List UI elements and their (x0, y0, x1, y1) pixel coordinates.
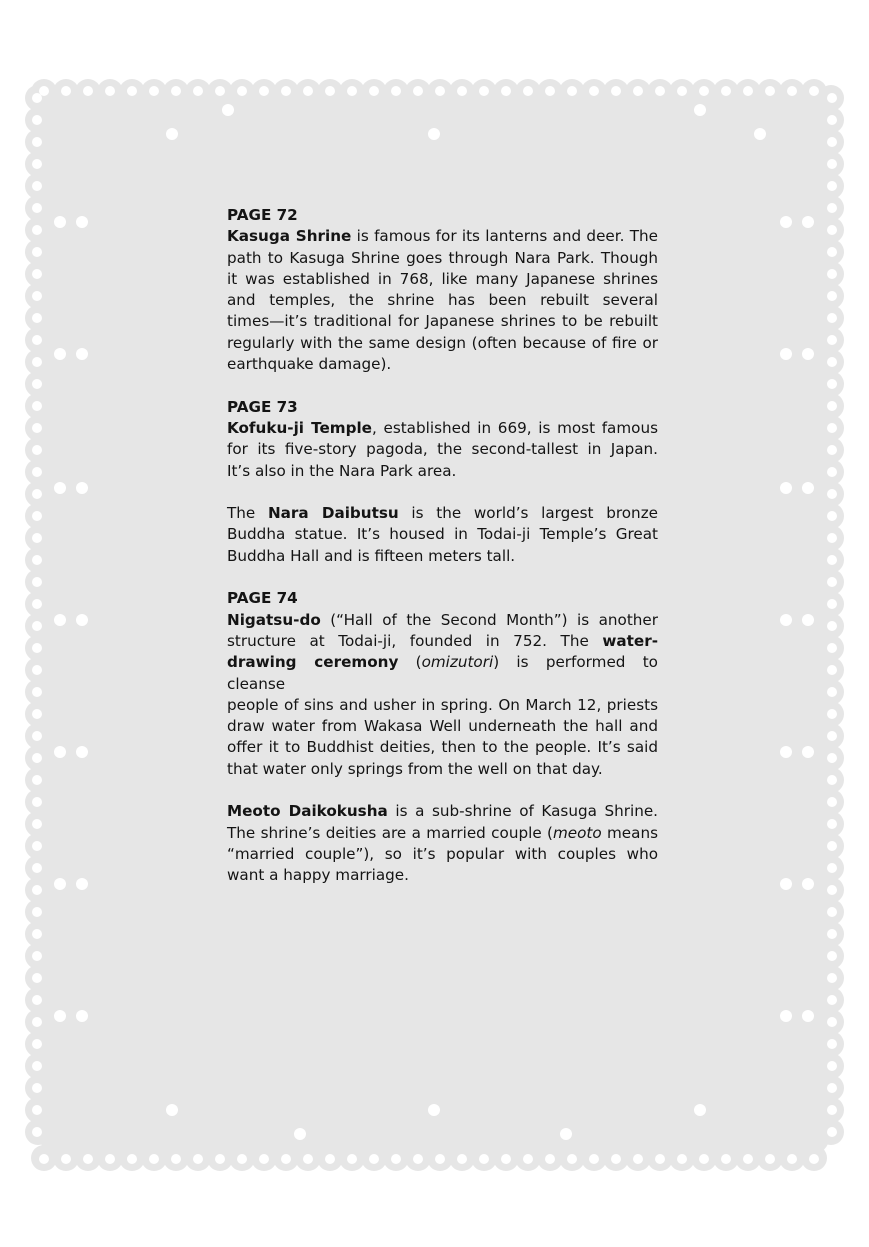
frame-dot (827, 1083, 837, 1093)
frame-dot (32, 863, 42, 873)
frame-dot (435, 86, 445, 96)
frame-dot (32, 269, 42, 279)
frame-dot (32, 1127, 42, 1137)
frame-dot (545, 86, 555, 96)
frame-dot (827, 599, 837, 609)
frame-dot (567, 1154, 577, 1164)
frame-dot (54, 746, 66, 758)
frame-dot (677, 86, 687, 96)
frame-dot (694, 104, 706, 116)
frame-dot (827, 885, 837, 895)
frame-dot (32, 159, 42, 169)
frame-dot (787, 86, 797, 96)
frame-dot (32, 1083, 42, 1093)
text-line (227, 269, 658, 290)
text-line (227, 418, 658, 439)
frame-dot (802, 1010, 814, 1022)
frame-dot (32, 115, 42, 125)
frame-dot (32, 511, 42, 521)
frame-dot (171, 1154, 181, 1164)
frame-dot (32, 181, 42, 191)
frame-dot (32, 819, 42, 829)
frame-dot (32, 1105, 42, 1115)
text-run: regularly with the same design (often because of fire or (227, 333, 658, 352)
frame-dot (32, 665, 42, 675)
paragraph (227, 801, 658, 886)
frame-dot (32, 775, 42, 785)
text-run: for its five-story pagoda, the second-tallest in Japan. (227, 440, 658, 459)
frame-dot (391, 1154, 401, 1164)
frame-dot (149, 1154, 159, 1164)
frame-dot (32, 467, 42, 477)
frame-dot (32, 291, 42, 301)
frame-dot (171, 86, 181, 96)
section-page-72 (227, 205, 658, 375)
frame-dot (677, 1154, 687, 1164)
frame-dot (303, 86, 313, 96)
frame-dot (721, 1154, 731, 1164)
text-run: that water only springs from the well on that day. (227, 759, 603, 778)
frame-dot (32, 643, 42, 653)
frame-dot (215, 86, 225, 96)
frame-dot (325, 86, 335, 96)
text-run: people of sins and usher in spring. On March 12, priests (227, 695, 658, 714)
frame-dot (76, 1010, 88, 1022)
text-run: Buddha Hall and is fifteen meters tall. (227, 546, 516, 565)
frame-dot (428, 1104, 440, 1116)
frame-dot (827, 181, 837, 191)
text-run: offer it to Buddhist deities, then to the people. It’s said (227, 738, 658, 757)
text-run: is the world’s largest bronze (398, 504, 659, 523)
frame-dot (32, 445, 42, 455)
frame-dot (32, 1039, 42, 1049)
frame-dot (32, 401, 42, 411)
frame-dot (105, 1154, 115, 1164)
bold-term: Nara Daibutsu (267, 504, 399, 523)
frame-dot (32, 357, 42, 367)
frame-dot (827, 159, 837, 169)
frame-dot (259, 86, 269, 96)
text-line (227, 503, 658, 524)
frame-dot (780, 348, 792, 360)
frame-dot (780, 482, 792, 494)
section-page-73 (227, 397, 658, 567)
frame-dot (32, 489, 42, 499)
text-run: (“Hall of the Second Month”) is another (320, 610, 658, 629)
frame-dot (32, 687, 42, 697)
frame-dot (166, 128, 178, 140)
frame-dot (809, 1154, 819, 1164)
frame-dot (54, 216, 66, 228)
frame-dot (802, 482, 814, 494)
frame-dot (479, 1154, 489, 1164)
frame-dot (32, 973, 42, 983)
frame-dot (32, 577, 42, 587)
frame-dot (32, 555, 42, 565)
text-run: ) is performed to cleanse (227, 653, 658, 693)
frame-dot (743, 86, 753, 96)
italic-term: meoto (552, 823, 602, 842)
bold-term: Nigatsu-do (227, 610, 321, 629)
text-line (227, 759, 658, 780)
bold-term: drawing ceremony (227, 653, 399, 672)
frame-dot (54, 614, 66, 626)
frame-dot (347, 86, 357, 96)
frame-dot (32, 797, 42, 807)
frame-dot (827, 1105, 837, 1115)
frame-dot (54, 348, 66, 360)
text-line (227, 716, 658, 737)
frame-dot (827, 423, 837, 433)
frame-dot (802, 746, 814, 758)
frame-dot (827, 313, 837, 323)
bold-term: Meoto Daikokusha (227, 802, 388, 821)
text-run: draw water from Wakasa Well underneath the hall and (227, 717, 658, 736)
text-run: want a happy marriage. (227, 866, 409, 885)
frame-dot (827, 357, 837, 367)
frame-dot (611, 86, 621, 96)
frame-dot (802, 216, 814, 228)
frame-dot (32, 841, 42, 851)
frame-dot (501, 86, 511, 96)
frame-dot (32, 885, 42, 895)
section-heading: PAGE 73 (227, 397, 298, 416)
frame-dot (809, 86, 819, 96)
frame-dot (457, 86, 467, 96)
frame-dot (827, 137, 837, 147)
frame-dot (294, 1128, 306, 1140)
frame-dot (827, 1017, 837, 1027)
frame-dot (32, 599, 42, 609)
text-line (227, 333, 658, 354)
frame-dot (39, 1154, 49, 1164)
frame-dot (32, 533, 42, 543)
frame-dot (76, 348, 88, 360)
bold-term: Kofuku-ji Temple (227, 418, 372, 437)
frame-dot (827, 555, 837, 565)
text-run: is famous for its lanterns and deer. The (351, 227, 658, 246)
frame-dot (827, 533, 837, 543)
text-run: path to Kasuga Shrine goes through Nara Park. Though (227, 248, 658, 267)
frame-dot (76, 482, 88, 494)
text-line (227, 865, 658, 886)
frame-dot (54, 878, 66, 890)
frame-dot (827, 115, 837, 125)
text-line (227, 652, 658, 695)
frame-dot (457, 1154, 467, 1164)
bold-term: water- (602, 631, 658, 650)
frame-dot (76, 614, 88, 626)
frame-dot (127, 86, 137, 96)
frame-dot (827, 775, 837, 785)
section-page-74 (227, 588, 658, 886)
italic-term: omizutori (421, 653, 494, 672)
frame-dot (827, 819, 837, 829)
frame-dot (32, 995, 42, 1005)
frame-dot (435, 1154, 445, 1164)
frame-dot (827, 709, 837, 719)
text-run: , established in 669, is most famous (371, 418, 658, 437)
frame-dot (32, 423, 42, 433)
frame-dot (413, 86, 423, 96)
frame-dot (827, 731, 837, 741)
frame-dot (589, 1154, 599, 1164)
text-line (227, 695, 658, 716)
frame-dot (827, 665, 837, 675)
text-run: it was established in 768, like many Japanese shrines (227, 269, 658, 288)
text-run: structure at Todai-ji, founded in 752. The (227, 631, 603, 650)
frame-dot (589, 86, 599, 96)
paragraph (227, 418, 658, 482)
frame-dot (32, 137, 42, 147)
paragraph (227, 226, 658, 375)
text-line (227, 844, 658, 865)
frame-dot (76, 746, 88, 758)
frame-dot (743, 1154, 753, 1164)
frame-dot (413, 1154, 423, 1164)
frame-dot (827, 335, 837, 345)
frame-dot (802, 614, 814, 626)
frame-dot (827, 907, 837, 917)
frame-dot (802, 878, 814, 890)
frame-dot (61, 1154, 71, 1164)
frame-dot (76, 216, 88, 228)
frame-dot (501, 1154, 511, 1164)
frame-dot (787, 1154, 797, 1164)
frame-dot (827, 379, 837, 389)
frame-dot (523, 86, 533, 96)
text-run: ( (398, 653, 422, 672)
frame-dot (54, 482, 66, 494)
frame-dot (827, 247, 837, 257)
frame-dot (780, 878, 792, 890)
text-line (227, 248, 658, 269)
frame-dot (523, 1154, 533, 1164)
frame-dot (827, 841, 837, 851)
frame-dot (827, 291, 837, 301)
frame-dot (127, 1154, 137, 1164)
frame-dot (827, 489, 837, 499)
frame-dot (347, 1154, 357, 1164)
frame-dot (780, 614, 792, 626)
frame-dot (827, 951, 837, 961)
text-run: It’s also in the Nara Park area. (227, 461, 457, 480)
frame-dot (827, 93, 837, 103)
frame-dot (32, 709, 42, 719)
frame-dot (827, 1127, 837, 1137)
frame-dot (611, 1154, 621, 1164)
frame-dot (827, 929, 837, 939)
frame-dot (54, 1010, 66, 1022)
frame-dot (32, 621, 42, 631)
frame-dot (765, 1154, 775, 1164)
frame-dot (32, 1017, 42, 1027)
frame-dot (694, 1104, 706, 1116)
frame-dot (633, 1154, 643, 1164)
frame-dot (32, 225, 42, 235)
frame-dot (567, 86, 577, 96)
frame-dot (827, 797, 837, 807)
frame-dot (428, 128, 440, 140)
frame-dot (32, 753, 42, 763)
frame-dot (149, 86, 159, 96)
section-heading: PAGE 72 (227, 206, 298, 224)
frame-dot (32, 247, 42, 257)
frame-dot (259, 1154, 269, 1164)
frame-dot (105, 86, 115, 96)
frame-dot (479, 86, 489, 96)
frame-dot (827, 643, 837, 653)
text-run: is a sub-shrine of Kasuga Shrine. (387, 802, 659, 821)
frame-dot (827, 1039, 837, 1049)
frame-dot (222, 104, 234, 116)
frame-dot (32, 951, 42, 961)
frame-dot (76, 878, 88, 890)
frame-dot (827, 445, 837, 455)
text-line (227, 290, 658, 311)
frame-dot (827, 995, 837, 1005)
frame-dot (655, 86, 665, 96)
frame-dot (193, 86, 203, 96)
frame-dot (369, 1154, 379, 1164)
frame-dot (61, 86, 71, 96)
frame-dot (780, 1010, 792, 1022)
text-line (227, 823, 658, 844)
frame-dot (32, 313, 42, 323)
text-line (227, 524, 658, 545)
frame-dot (32, 731, 42, 741)
frame-dot (721, 86, 731, 96)
frame-dot (827, 269, 837, 279)
text-line (227, 226, 658, 247)
paragraph-gap (227, 482, 658, 503)
paragraph (227, 503, 658, 567)
frame-dot (32, 335, 42, 345)
frame-dot (827, 467, 837, 477)
frame-dot (699, 86, 709, 96)
frame-dot (827, 511, 837, 521)
text-run: Buddha statue. It’s housed in Todai-ji Temple’s Great (227, 525, 658, 544)
frame-dot (83, 86, 93, 96)
text-run: and temples, the shrine has been rebuilt several (227, 291, 658, 310)
text-run: The (227, 504, 268, 523)
text-line (227, 631, 658, 652)
frame-dot (32, 203, 42, 213)
text-run: The shrine’s deities are a married couple ( (227, 823, 553, 842)
frame-dot (32, 1061, 42, 1071)
text-line (227, 311, 658, 332)
frame-dot (237, 1154, 247, 1164)
frame-dot (827, 203, 837, 213)
text-line (227, 801, 658, 822)
frame-dot (655, 1154, 665, 1164)
frame-dot (166, 1104, 178, 1116)
frame-dot (32, 907, 42, 917)
text-line (227, 610, 658, 631)
frame-dot (699, 1154, 709, 1164)
frame-dot (827, 401, 837, 411)
frame-dot (215, 1154, 225, 1164)
frame-dot (83, 1154, 93, 1164)
text-run: means (601, 823, 658, 842)
frame-dot (827, 863, 837, 873)
frame-dot (237, 86, 247, 96)
frame-dot (193, 1154, 203, 1164)
text-line (227, 439, 658, 460)
frame-dot (754, 128, 766, 140)
frame-dot (827, 225, 837, 235)
text-line (227, 461, 658, 482)
paragraph-gap (227, 780, 658, 801)
frame-dot (32, 93, 42, 103)
frame-dot (32, 929, 42, 939)
frame-dot (827, 687, 837, 697)
frame-dot (281, 1154, 291, 1164)
text-line (227, 737, 658, 758)
frame-dot (827, 973, 837, 983)
notes-text-block (227, 205, 658, 908)
text-line (227, 354, 658, 375)
frame-dot (780, 216, 792, 228)
text-run: earthquake damage). (227, 355, 392, 374)
frame-dot (545, 1154, 555, 1164)
section-heading: PAGE 74 (227, 589, 298, 608)
frame-dot (827, 753, 837, 763)
text-run: times—it’s traditional for Japanese shrines to be rebuilt (227, 312, 658, 331)
frame-dot (325, 1154, 335, 1164)
frame-dot (827, 577, 837, 587)
text-run: “married couple”), so it’s popular with couples who (227, 844, 658, 863)
paragraph (227, 610, 658, 780)
frame-dot (633, 86, 643, 96)
text-line (227, 546, 658, 567)
frame-dot (780, 746, 792, 758)
frame-dot (560, 1128, 572, 1140)
frame-dot (827, 1061, 837, 1071)
frame-dot (281, 86, 291, 96)
frame-dot (391, 86, 401, 96)
frame-dot (303, 1154, 313, 1164)
frame-dot (765, 86, 775, 96)
frame-dot (827, 621, 837, 631)
frame-dot (369, 86, 379, 96)
frame-dot (32, 379, 42, 389)
bold-term: Kasuga Shrine (227, 227, 352, 246)
frame-dot (802, 348, 814, 360)
